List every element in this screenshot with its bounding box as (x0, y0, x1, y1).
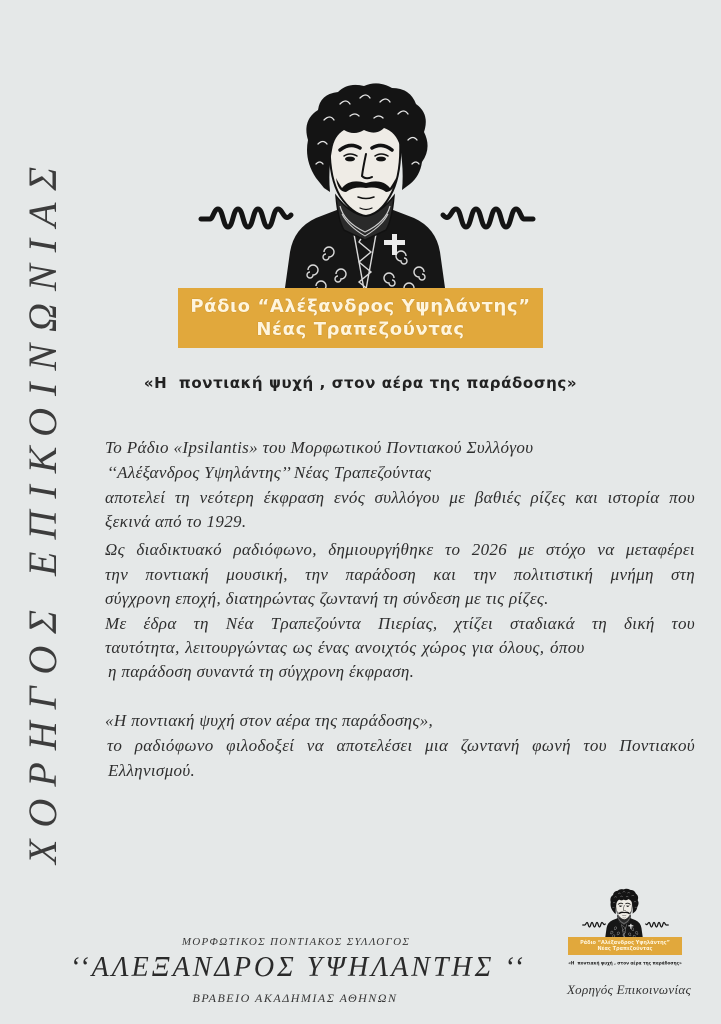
mini-wave-right-decoration (645, 921, 669, 928)
mini-title-text (568, 937, 682, 952)
side-label-sponsor: ΧΟΡΗΓΟΣ ΕΠΙΚΟΙΝΩΝΙΑΣ (20, 154, 65, 864)
body-line: Το Ράδιο «Ipsilantis» του Μορφωτικού Ποντιακού Συλλόγου (105, 438, 534, 457)
organization-name: ‘‘ΑΛΕΞΑΝΔΡΟΣ ΥΨΗΛΑΝΤΗΣ ‘‘ (70, 952, 526, 983)
mini-tagline (558, 959, 692, 968)
body-line: Ελληνισμού. (108, 761, 196, 780)
organization-label: ΜΟΡΦΩΤΙΚΟΣ ΠΟΝΤΙΑΚΟΣ ΣΥΛΛΟΓΟΣ (181, 936, 411, 948)
sponsor-caption: Χορηγός Επικοινωνίας (566, 982, 692, 997)
organization-award: ΒΡΑΒΕΙΟ ΑΚΑΔΗΜΙΑΣ ΑΘΗΝΩΝ (192, 991, 398, 1005)
body-line: η παράδοση συναντά τη σύγχρονη έκφραση. (108, 662, 415, 681)
radio-title-line-2: Νέας Τραπεζούντας (256, 319, 465, 340)
radio-tagline: «Η ποντιακή ψυχή , στον αέρα της παράδοσης» (143, 374, 578, 392)
portrait-illustration (280, 80, 450, 295)
mini-wave-left-decoration (582, 921, 606, 928)
body-line: Ως διαδικτυακό ραδιόφωνο, δημιουργήθηκε το 2026 με στόχο να μεταφέρει (105, 540, 695, 559)
body-line: ‘‘Αλέξανδρος Υψηλάντης’’ Νέας Τραπεζούντας (107, 463, 432, 482)
body-line: Με έδρα τη Νέα Τραπεζούντα Πιερίας, χτίζει σταδιακά τη δική του (105, 614, 695, 633)
mini-title-banner (568, 937, 682, 955)
body-line: ξεκινά από το 1929. (105, 512, 247, 531)
body-line: την ποντιακή μουσική, την παράδοση και την πολιτιστική μνήμη στη (105, 565, 695, 584)
body-line: σύγχρονη εποχή, διατηρώντας ζωντανή τη σύνδεση με τις ρίζες. (105, 589, 549, 608)
mini-title-line-2: Νέας Τραπεζούντας (597, 946, 653, 952)
wave-right-decoration (440, 203, 536, 231)
body-line: αποτελεί τη νεότερη έκφραση ενός συλλόγου με βαθιές ρίζες και ιστορία που (105, 488, 695, 507)
mini-tagline-text: «Η ποντιακή ψυχή , στον αέρα της παράδοσης» (568, 960, 682, 966)
mini-title-line-1: Ράδιο “Αλέξανδρος Υψηλάντης” (580, 940, 670, 946)
body-line: το ραδιόφωνο φιλοδοξεί να αποτελέσει μια ζωντανή φωνή του Ποντιακού (107, 736, 695, 755)
radio-title-banner (178, 288, 543, 348)
body-line: «Η ποντιακή ψυχή στον αέρα της παράδοσης», (105, 711, 434, 730)
body-line: ταυτότητα, λειτουργώντας ως ένας ανοιχτός χώρος για όλους, όπου (105, 638, 585, 657)
radio-title-line-1: Ράδιο “Αλέξανδρος Υψηλάντης” (190, 296, 531, 317)
mini-portrait-illustration (604, 888, 644, 938)
